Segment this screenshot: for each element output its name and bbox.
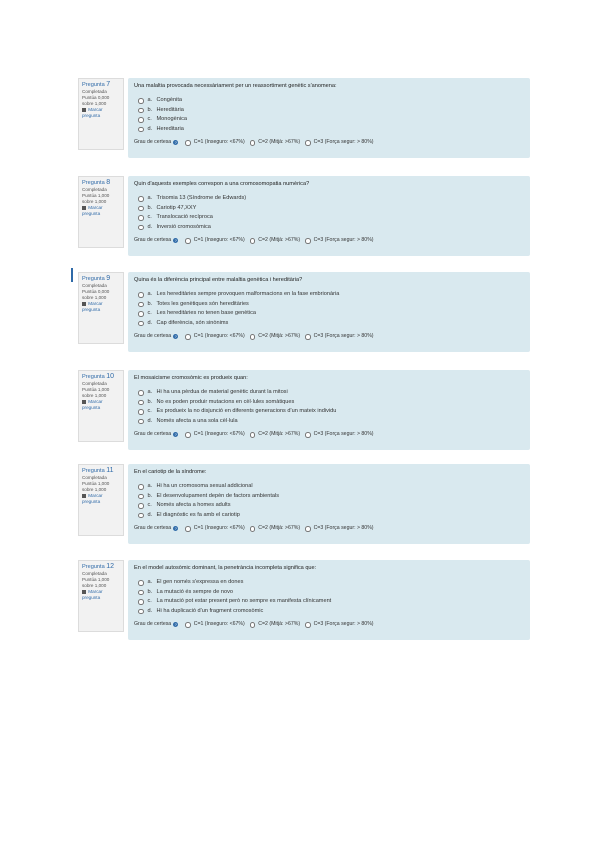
radio-button[interactable] xyxy=(138,302,144,308)
question-info-panel xyxy=(78,176,124,248)
option-letter: a. xyxy=(147,483,153,490)
flag-icon xyxy=(82,590,86,594)
flag-icon xyxy=(82,108,86,112)
question-number: Pregunta 10 xyxy=(82,373,115,380)
option-text: La mutació pot estar present però no sempre es manifesta clínicament xyxy=(156,598,332,605)
certainty-radio[interactable] xyxy=(250,334,256,340)
option-text: Cap diferència, són sinònims xyxy=(156,320,229,327)
radio-button[interactable] xyxy=(138,494,144,500)
answer-option[interactable] xyxy=(134,588,524,598)
option-letter: c. xyxy=(147,502,152,509)
question-mark: Puntúa 1,000 sobre 1,000 xyxy=(82,387,110,398)
option-letter: b. xyxy=(147,588,153,595)
question-block xyxy=(78,464,530,544)
option-text: Cariotip 47,XXY xyxy=(156,204,197,211)
radio-button[interactable] xyxy=(138,321,144,327)
question-number: Pregunta 9 xyxy=(82,275,111,282)
option-text: Hereditaria xyxy=(156,126,184,133)
flag-question-link[interactable]: Marcar pregunta xyxy=(82,493,103,504)
radio-button[interactable] xyxy=(138,292,144,298)
certainty-radio[interactable] xyxy=(250,238,256,244)
radio-button[interactable] xyxy=(138,599,144,605)
certainty-label: Grau de certesa xyxy=(134,333,172,340)
answer-option[interactable] xyxy=(134,204,524,214)
option-text: Monogènica xyxy=(156,116,187,123)
question-text: En el cariotip de la síndrome: xyxy=(134,469,207,475)
question-number: Pregunta 7 xyxy=(82,81,111,88)
option-letter: d. xyxy=(147,418,153,425)
flag-icon xyxy=(82,302,86,306)
question-mark: Puntúa 1,000 sobre 1,000 xyxy=(82,193,110,204)
certainty-radio[interactable] xyxy=(250,432,256,438)
question-state: Completada xyxy=(82,381,107,386)
question-state: Completada xyxy=(82,187,107,192)
option-text: Hi ha duplicació d'un fragment cromosòmic xyxy=(156,608,264,615)
certainty-level: C=2 (Mitjà: >67%) xyxy=(258,621,301,628)
flag-question-link[interactable]: Marcar pregunta xyxy=(82,205,103,216)
radio-button[interactable] xyxy=(138,215,144,221)
radio-button[interactable] xyxy=(138,513,144,519)
flag-icon xyxy=(82,494,86,498)
help-icon[interactable]: ? xyxy=(174,140,177,146)
answer-option[interactable] xyxy=(134,511,524,521)
question-block xyxy=(78,560,530,640)
certainty-radio[interactable] xyxy=(250,140,256,146)
current-question-marker xyxy=(71,268,73,282)
question-content xyxy=(128,272,530,352)
option-text: El diagnòstic es fa amb el cariotip xyxy=(156,512,240,519)
radio-button[interactable] xyxy=(138,311,144,317)
certainty-row xyxy=(134,139,524,146)
option-text: No es poden produir mutacions en cèl·lules somàtiques xyxy=(156,398,295,405)
question-text: En el model autosòmic dominant, la penetrància incompleta significa que: xyxy=(134,565,317,571)
certainty-level: C=2 (Mitjà: >67%) xyxy=(258,139,301,146)
answer-option[interactable] xyxy=(134,492,524,502)
certainty-row xyxy=(134,621,524,628)
radio-button[interactable] xyxy=(138,484,144,490)
certainty-radio[interactable] xyxy=(305,622,311,628)
radio-button[interactable] xyxy=(138,503,144,509)
help-icon[interactable]: ? xyxy=(174,526,177,532)
option-text: El gen només s'expressa en dones xyxy=(156,579,244,586)
answer-option[interactable] xyxy=(134,213,524,223)
question-info-panel xyxy=(78,272,124,344)
certainty-row xyxy=(134,525,524,532)
certainty-row xyxy=(134,431,524,438)
question-block xyxy=(78,176,530,256)
flag-question-link[interactable]: Marcar pregunta xyxy=(82,399,103,410)
option-letter: a. xyxy=(147,97,153,104)
certainty-row xyxy=(134,237,524,244)
option-letter: a. xyxy=(147,195,153,202)
option-letter: d. xyxy=(147,126,153,133)
radio-button[interactable] xyxy=(138,409,144,415)
option-letter: c. xyxy=(147,116,152,123)
answer-option[interactable] xyxy=(134,407,524,417)
option-text: Hi ha una pèrdua de material genètic durant la mitosi xyxy=(156,389,288,396)
certainty-level: C=1 (Inseguro: <67%) xyxy=(193,139,245,146)
question-text: El mosaicisme cromosòmic es produeix quan: xyxy=(134,375,248,381)
certainty-radio[interactable] xyxy=(305,334,311,340)
option-text: El desenvolupament depèn de factors ambientals xyxy=(156,492,280,499)
certainty-label: Grau de certesa xyxy=(134,139,172,146)
certainty-label: Grau de certesa xyxy=(134,525,172,532)
option-text: Inversió cromosòmica xyxy=(156,224,211,231)
question-info-panel xyxy=(78,78,124,150)
certainty-radio[interactable] xyxy=(250,526,256,532)
question-mark: Puntúa 0,000 sobre 1,000 xyxy=(82,289,110,300)
answer-list xyxy=(134,96,524,134)
option-text: Les hereditàries sempre provoquen malformacions en la fase embrionària xyxy=(156,291,340,298)
answer-list xyxy=(134,194,524,232)
question-text: Quina és la diferència principal entre malaltia genètica i hereditària? xyxy=(134,277,303,283)
answer-list xyxy=(134,290,524,328)
radio-button[interactable] xyxy=(138,117,144,123)
certainty-level: C=1 (Inseguro: <67%) xyxy=(193,237,245,244)
radio-button[interactable] xyxy=(138,98,144,104)
flag-question-link[interactable]: Marcar pregunta xyxy=(82,589,103,600)
question-mark: Puntúa 1,000 sobre 1,000 xyxy=(82,577,110,588)
answer-option[interactable] xyxy=(134,96,524,106)
certainty-radio[interactable] xyxy=(185,140,191,146)
question-block xyxy=(78,78,530,158)
certainty-radio[interactable] xyxy=(185,526,191,532)
answer-option[interactable] xyxy=(134,319,524,329)
option-letter: d. xyxy=(147,608,153,615)
option-text: Només afecta a homes adults xyxy=(156,502,231,509)
option-text: Translocació recíproca xyxy=(156,214,213,221)
answer-option[interactable] xyxy=(134,290,524,300)
answer-option[interactable] xyxy=(134,194,524,204)
help-icon[interactable]: ? xyxy=(174,238,177,244)
radio-button[interactable] xyxy=(138,390,144,396)
answer-option[interactable] xyxy=(134,388,524,398)
answer-option[interactable] xyxy=(134,501,524,511)
certainty-radio[interactable] xyxy=(305,526,311,532)
certainty-level: C=1 (Inseguro: <67%) xyxy=(193,525,245,532)
option-letter: a. xyxy=(147,291,153,298)
answer-option[interactable] xyxy=(134,597,524,607)
option-letter: c. xyxy=(147,408,152,415)
question-content xyxy=(128,78,530,158)
option-text: Hi ha un cromosoma sexual addicional xyxy=(156,483,253,490)
answer-option[interactable] xyxy=(134,417,524,427)
question-state: Completada xyxy=(82,571,107,576)
option-letter: c. xyxy=(147,598,152,605)
question-block xyxy=(78,272,530,352)
question-info-panel xyxy=(78,560,124,632)
question-content xyxy=(128,464,530,544)
question-number: Pregunta 12 xyxy=(82,563,115,570)
option-text: Es produeix la no disjunció en diferents generacions d'un mateix individu xyxy=(156,408,337,415)
answer-option[interactable] xyxy=(134,300,524,310)
answer-option[interactable] xyxy=(134,309,524,319)
radio-button[interactable] xyxy=(138,609,144,615)
answer-option[interactable] xyxy=(134,115,524,125)
question-content xyxy=(128,560,530,640)
flag-icon xyxy=(82,400,86,404)
question-text: Quin d'aquests exemples correspon a una cromosomopatia numèrica? xyxy=(134,181,310,187)
option-text: Trisomia 13 (Síndrome de Edwards) xyxy=(156,195,247,202)
option-letter: a. xyxy=(147,579,153,586)
question-number: Pregunta 8 xyxy=(82,179,111,186)
option-letter: c. xyxy=(147,214,152,221)
option-text: Les hereditàries no tenen base genètica xyxy=(156,310,257,317)
certainty-level: C=1 (Inseguro: <67%) xyxy=(193,333,245,340)
option-text: La mutació és sempre de novo xyxy=(156,588,233,595)
answer-option[interactable] xyxy=(134,223,524,233)
radio-button[interactable] xyxy=(138,127,144,133)
certainty-level: C=3 (Força segur: > 80%) xyxy=(313,237,374,244)
question-state: Completada xyxy=(82,283,107,288)
question-content xyxy=(128,176,530,256)
flag-question-link[interactable]: Marcar pregunta xyxy=(82,107,103,118)
certainty-level: C=3 (Força segur: > 80%) xyxy=(313,525,374,532)
certainty-radio[interactable] xyxy=(185,238,191,244)
certainty-level: C=2 (Mitjà: >67%) xyxy=(258,333,301,340)
answer-option[interactable] xyxy=(134,106,524,116)
certainty-label: Grau de certesa xyxy=(134,621,172,628)
option-letter: b. xyxy=(147,204,153,211)
answer-option[interactable] xyxy=(134,398,524,408)
question-info-panel xyxy=(78,370,124,442)
option-text: Hereditària xyxy=(156,106,184,113)
certainty-label: Grau de certesa xyxy=(134,431,172,438)
certainty-level: C=3 (Força segur: > 80%) xyxy=(313,621,374,628)
certainty-radio[interactable] xyxy=(305,238,311,244)
option-letter: d. xyxy=(147,224,153,231)
certainty-level: C=3 (Força segur: > 80%) xyxy=(313,139,374,146)
option-letter: b. xyxy=(147,398,153,405)
help-icon[interactable]: ? xyxy=(174,622,177,628)
option-letter: b. xyxy=(147,492,153,499)
answer-list xyxy=(134,388,524,426)
radio-button[interactable] xyxy=(138,206,144,212)
certainty-level: C=3 (Força segur: > 80%) xyxy=(313,333,374,340)
question-state: Completada xyxy=(82,89,107,94)
question-block xyxy=(78,370,530,450)
help-icon[interactable]: ? xyxy=(174,432,177,438)
answer-list xyxy=(134,578,524,616)
radio-button[interactable] xyxy=(138,419,144,425)
question-mark: Puntúa 1,000 sobre 1,000 xyxy=(82,481,110,492)
certainty-radio[interactable] xyxy=(305,140,311,146)
option-letter: d. xyxy=(147,320,153,327)
option-letter: a. xyxy=(147,389,153,396)
certainty-level: C=1 (Inseguro: <67%) xyxy=(193,431,245,438)
question-info-panel xyxy=(78,464,124,536)
certainty-radio[interactable] xyxy=(185,432,191,438)
certainty-radio[interactable] xyxy=(305,432,311,438)
question-text: Una malaltia provocada necessàriament per un reassortiment genètic s'anomena: xyxy=(134,83,337,89)
certainty-row xyxy=(134,333,524,340)
question-mark: Puntúa 0,000 sobre 1,000 xyxy=(82,95,110,106)
option-letter: d. xyxy=(147,512,153,519)
option-letter: c. xyxy=(147,310,152,317)
option-letter: b. xyxy=(147,300,153,307)
answer-option[interactable] xyxy=(134,607,524,617)
radio-button[interactable] xyxy=(138,108,144,114)
radio-button[interactable] xyxy=(138,400,144,406)
radio-button[interactable] xyxy=(138,580,144,586)
question-number: Pregunta 11 xyxy=(82,467,114,474)
certainty-level: C=1 (Inseguro: <67%) xyxy=(193,621,245,628)
flag-question-link[interactable]: Marcar pregunta xyxy=(82,301,103,312)
certainty-level: C=3 (Força segur: > 80%) xyxy=(313,431,374,438)
certainty-level: C=2 (Mitjà: >67%) xyxy=(258,237,301,244)
option-text: Totes les genètiques són hereditàries xyxy=(156,300,249,307)
certainty-radio[interactable] xyxy=(185,622,191,628)
option-text: Només afecta a una sola cèl·lula xyxy=(156,418,238,425)
certainty-radio[interactable] xyxy=(250,622,256,628)
flag-icon xyxy=(82,206,86,210)
answer-option[interactable] xyxy=(134,482,524,492)
radio-button[interactable] xyxy=(138,590,144,596)
certainty-level: C=2 (Mitjà: >67%) xyxy=(258,525,301,532)
answer-option[interactable] xyxy=(134,578,524,588)
question-state: Completada xyxy=(82,475,107,480)
option-text: Congènita xyxy=(156,97,183,104)
answer-list xyxy=(134,482,524,520)
answer-option[interactable] xyxy=(134,125,524,135)
radio-button[interactable] xyxy=(138,225,144,231)
question-content xyxy=(128,370,530,450)
certainty-radio[interactable] xyxy=(185,334,191,340)
certainty-level: C=2 (Mitjà: >67%) xyxy=(258,431,301,438)
option-letter: b. xyxy=(147,106,153,113)
help-icon[interactable]: ? xyxy=(174,334,177,340)
certainty-label: Grau de certesa xyxy=(134,237,172,244)
radio-button[interactable] xyxy=(138,196,144,202)
